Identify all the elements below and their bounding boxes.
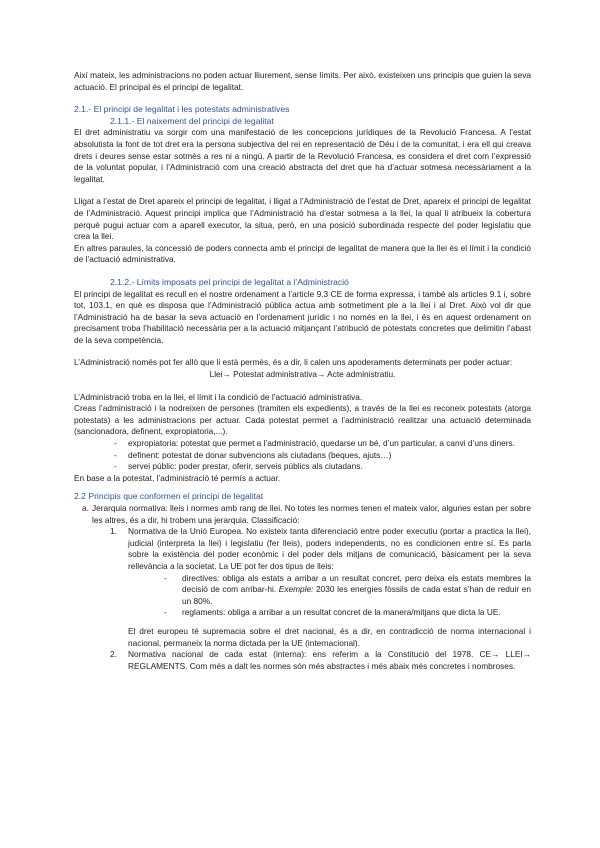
paragraph-supremacia: El dret europeu té supremacia sobre el dret nacional, és a dir, en contradicció de norma internacional i nacional, permaneix la norma dictada per la UE (internacional). [128,625,531,648]
list-marker: 1. [110,526,117,537]
intro-paragraph: Així mateix, les administracions no poden actuar lliurement, sense límits. Per això, existeixen uns principis que guien la seva actuació. El principal és el principi de legalitat. [74,70,532,92]
paragraph-base: En base a la potestat, l’administració té permís a actuar. [74,472,281,483]
paragraph-limits: El principi de legalitat es recull en el nostre ordenament a l’article 9.3 CE de forma expressa, i també als articles 9.1 i, sobre tot, 103.1, en què es disposa que l’Administració pública actua amb sotmetiment ple a la llei i al Dret. Això vol dir que l’Administració ha de basar la seva actuació en l’ordenament jurídic i no només en la llei, i és en aquest ordenament on precisament troba l’habilitació necessària per a la actuació mitjançant l’atribució de potestats concretes que delimitin l’abast de la seva competència. [74,288,531,345]
paragraph-troba: L’Administració troba en la llei, el límit i la condició de l’actuació administrativa. [74,391,363,402]
list-item-2 [74,649,531,672]
heading-2-1: 2.1.- El principi de legalitat i les potestats administratives [74,104,290,115]
ue-law-types-list [74,573,531,619]
list-item: - definent: potestat de donar subvencions als ciutadans (beques, ajuts…) [128,450,531,462]
paragraph-lligat: Lligat a l’estat de Dret apareix el principi de legalitat, i lligat a l’Administració de l’estat de Dret, apareix el principi de legalitat de l’Administració. Aquest principi implica que l’Administració ha d’estar sotmesa a la llei, la qual li atribueix la cobertura perquè pugui actuar com a aparell executor, la situa, però, en una posició subordinada respecte del poder legislatiu que crea la llei. [74,196,531,242]
list-item-text: Normativa de la Unió Europea. No existeix tanta diferenciació entre poder executiu (portar a practica la llei), judicial (interpreta la llei) i legislatiu (fer lleis), poders independents, no es condicionen entre sí. Es parla sobre la existència del poder econòmic i del poder dels mitjans de comunicació, bàsicament per la seva rellevància a la societat. La UE pot fer dos tipus de lleis: [128,526,531,571]
document-page [74,70,531,672]
heading-2-2: 2.2 Principis que conformen el principi de legalitat [74,491,264,502]
list-marker: a. [82,503,89,513]
list-item: - expropiatoria: potestat que permet a l’administració, quedarse un bé, d’un particular, a canvi d’uns diners. [128,438,531,450]
example-label: Exemple: [278,584,314,595]
heading-2-1-1: 2.1.1.- El naixement del principi de legalitat [110,115,274,126]
list-marker: 2. [110,649,117,660]
heading-2-1-2: 2.1.2.- Límits imposats pel principi de legalitat a l’Administració [110,276,349,287]
paragraph-nomes: L’Administració només pot fer allò que li està permès, és a dir, li calen uns apoderaments determinats per poder actuar: [74,357,513,368]
paragraph-altres: En altres paraules, la concessió de poders connecta amb el principi de legalitat de manera que la llei és el límit i la condició de l’actuació administrativa. [74,242,531,265]
potestats-list [74,438,531,473]
list-item-text: Normativa nacional de cada estat (interna): ens referim a la Constitució del 1978. CE→ LLEI→ REGLAMENTS. Com més a dalt les normes són més abstractes i més abaix més concretes i nombroses. [128,649,531,671]
paragraph-creas: Creas l’administració i la nodreixen de persones (tramiten els expedients), a través de la llei es reconeix potestats (atorga potestats) a les administracions per actuar. Cada potestat permet a l’administració realitzar una actuació determinada (sancionadora, definent, expropiatoria,...). [74,403,531,437]
list-item-1 [74,526,531,572]
paragraph-naixement: El dret administratiu va sorgir com una manifestació de les concepcions jurídiques de la Revolució Francesa. A l’estat absolutista la font de tot dret era la persona subjectiva del rei en representació de Déu i de la comunitat, i era ell qui creava drets i deures sense estar sotmès a res ni a ningú. A partir de la Revolució Francesa, es considera el dret com l’expressió de la voluntat popular, i l’Administració com una creació abstracta del dret que ha d’actuar sotmesa necessàriament a la legalitat. [74,127,531,184]
list-item-a [74,503,531,526]
list-item-text: Jerarquia normativa: lleis i normes amb rang de llei. No totes les normes tenen el mateix valor, algunes estan per sobre les altres, és a dir, hi trobem una jerarquia. Classificació: [92,503,531,525]
list-item: - servei públic: poder prestar, oferir, serveis públics als ciutadans. [128,461,531,473]
list-item-reglaments: - reglaments: obliga a arribar a un resultat concret de la manera/mitjans que dicta la UE. [182,607,531,619]
list-item-directives: - directives: obliga als estats a arribar a un resultat concret, pero deixa els estats membres la decisió de com arribar-hi. Exemple: 2030 les energies fòssils de cada estat s’han de reduir en un 80%. [182,573,531,608]
formula-line: Llei→ Potestat administrativa→ Acte administratiu. [209,369,396,380]
